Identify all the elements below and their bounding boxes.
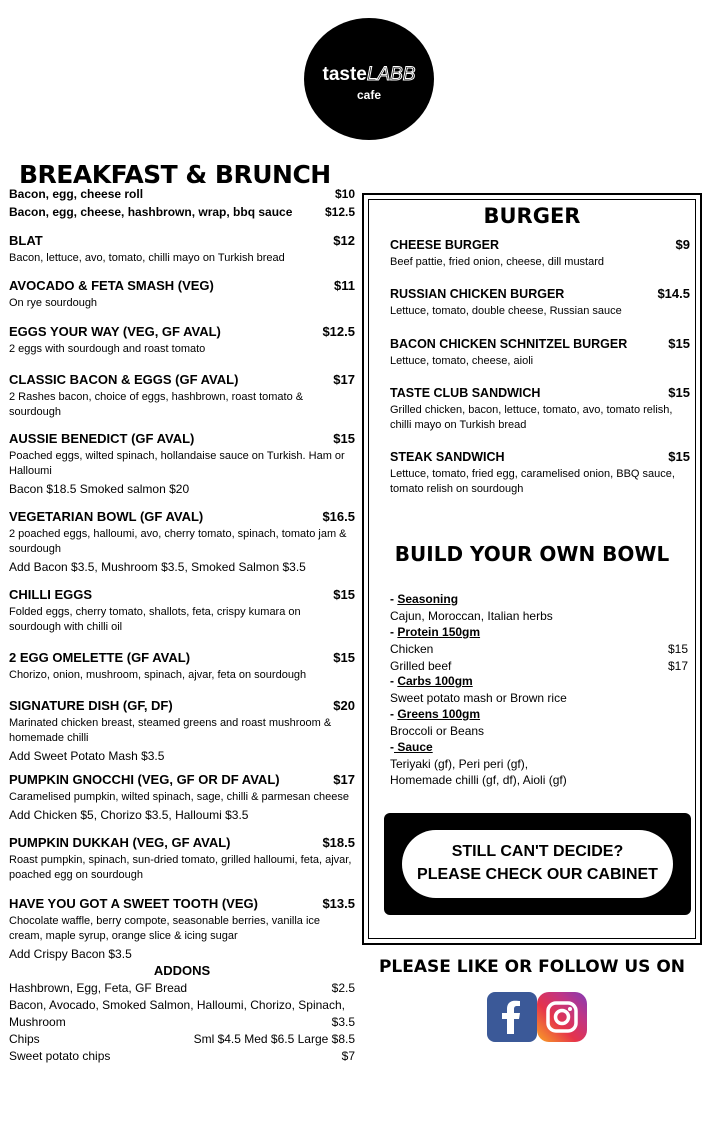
bowl-greens-text: Broccoli or Beans xyxy=(390,724,485,738)
addon-row: Sweet potato chips $7 xyxy=(9,1049,355,1063)
cabinet-banner xyxy=(384,813,691,915)
bowl-seasoning-label: - Seasoning xyxy=(390,592,459,606)
bowl-sauce-text: Teriyaki (gf), Peri peri (gf), xyxy=(390,757,529,771)
menu-item: SIGNATURE DISH (GF, DF) $20 Marinated chicken breast, steamed greens and roast mushroom & homemade chilli Add Sweet Potato Mash $3.5 xyxy=(9,698,355,763)
bowl-sauce-label: - Sauce xyxy=(390,740,433,754)
addon-row: Bacon, Avocado, Smoked Salmon, Halloumi, Chorizo, Spinach, xyxy=(9,998,345,1012)
addon-row: Mushroom $3.5 xyxy=(9,1015,355,1029)
burger-item: TASTE CLUB SANDWICH $15 Grilled chicken, bacon, lettuce, tomato, avo, tomato relish, chilli mayo on Turkish bread xyxy=(390,385,690,431)
simple-item: Bacon, egg, cheese roll $10 xyxy=(9,187,355,201)
burger-item: RUSSIAN CHICKEN BURGER $14.5 Lettuce, tomato, double cheese, Russian sauce xyxy=(390,286,690,317)
menu-item: BLAT $12 Bacon, lettuce, avo, tomato, chilli mayo on Turkish bread xyxy=(9,233,355,264)
cabinet-line-1: STILL CAN'T DECIDE? xyxy=(451,843,624,860)
addons-title: ADDONS xyxy=(153,963,211,978)
bowl-sauce-text: Homemade chilli (gf, df), Aioli (gf) xyxy=(390,773,567,787)
bowl-carbs-text: Sweet potato mash or Brown rice xyxy=(390,691,567,705)
cabinet-pill xyxy=(402,830,673,898)
bowl-title: BUILD YOUR OWN BOWL xyxy=(394,542,670,566)
menu-item: AUSSIE BENEDICT (GF AVAL) $15 Poached eggs, wilted spinach, hollandaise sauce on Turkish. Ham or Halloumi Bacon $18.5 Smoked salmon $20 xyxy=(9,431,355,496)
addon-row: Hashbrown, Egg, Feta, GF Bread $2.5 xyxy=(9,981,355,995)
facebook-icon[interactable] xyxy=(487,992,537,1042)
bowl-protein-option: Grilled beef $17 xyxy=(390,659,688,673)
menu-item: PUMPKIN GNOCCHI (VEG, GF OR DF AVAL) $17 Caramelised pumpkin, wilted spinach, sage, chilli & parmesan cheese Add Chicken $5, Chorizo $3.5, Halloumi $3.5 xyxy=(9,772,355,822)
instagram-icon[interactable] xyxy=(537,992,587,1042)
right-panel xyxy=(362,193,702,945)
follow-title: PLEASE LIKE OR FOLLOW US ON xyxy=(378,957,686,977)
simple-item: Bacon, egg, cheese, hashbrown, wrap, bbq sauce $12.5 xyxy=(9,205,355,219)
burger-item: BACON CHICKEN SCHNITZEL BURGER $15 Lettuce, tomato, cheese, aioli xyxy=(390,336,690,367)
right-panel-inner xyxy=(368,199,696,939)
menu-item: VEGETARIAN BOWL (GF AVAL) $16.5 2 poached eggs, halloumi, avo, cherry tomato, spinach, tomato jam & sourdough Add Bacon $3.5, Mushroom $3.5, Smoked Salmon $3.5 xyxy=(9,509,355,574)
menu-item: PUMPKIN DUKKAH (VEG, GF AVAL) $18.5 Roast pumpkin, spinach, sun-dried tomato, grilled halloumi, feta, ajvar, poached egg on sourdough xyxy=(9,835,355,881)
bowl-protein-option: Chicken $15 xyxy=(390,642,688,656)
burger-item: CHEESE BURGER $9 Beef pattie, fried onion, cheese, dill mustard xyxy=(390,237,690,268)
cabinet-line-2: PLEASE CHECK OUR CABINET xyxy=(417,866,658,883)
menu-item: EGGS YOUR WAY (VEG, GF AVAL) $12.5 2 eggs with sourdough and roast tomato xyxy=(9,324,355,355)
bowl-protein-label: - Protein 150gm xyxy=(390,625,481,639)
bowl-carbs-label: - Carbs 100gm xyxy=(390,674,473,688)
menu-item: AVOCADO & FETA SMASH (VEG) $11 On rye sourdough xyxy=(9,278,355,309)
bowl-greens-label: - Greens 100gm xyxy=(390,707,481,721)
addon-row: Chips Sml $4.5 Med $6.5 Large $8.5 xyxy=(9,1032,355,1046)
logo-brand: tasteLABB xyxy=(322,64,416,85)
logo xyxy=(304,18,434,140)
menu-item: CHILLI EGGS $15 Folded eggs, cherry tomato, shallots, feta, crispy kumara on sourdough with chilli oil xyxy=(9,587,355,633)
menu-item: 2 EGG OMELETTE (GF AVAL) $15 Chorizo, onion, mushroom, spinach, ajvar, feta on sourdough xyxy=(9,650,355,681)
bowl-seasoning-text: Cajun, Moroccan, Italian herbs xyxy=(390,609,553,623)
burger-title: BURGER xyxy=(483,204,581,228)
breakfast-title: BREAKFAST & BRUNCH xyxy=(19,160,331,189)
logo-sub: cafe xyxy=(356,88,382,102)
menu-item: CLASSIC BACON & EGGS (GF AVAL) $17 2 Rashes bacon, choice of eggs, hashbrown, roast tomato & sourdough xyxy=(9,372,355,418)
menu-item: HAVE YOU GOT A SWEET TOOTH (VEG) $13.5 Chocolate waffle, berry compote, seasonable berries, vanilla ice cream, maple syrup, orange slice & icing sugar Add Crispy Bacon $3.5 xyxy=(9,896,355,961)
burger-item: STEAK SANDWICH $15 Lettuce, tomato, fried egg, caramelised onion, BBQ sauce, tomato relish on sourdough xyxy=(390,449,690,495)
